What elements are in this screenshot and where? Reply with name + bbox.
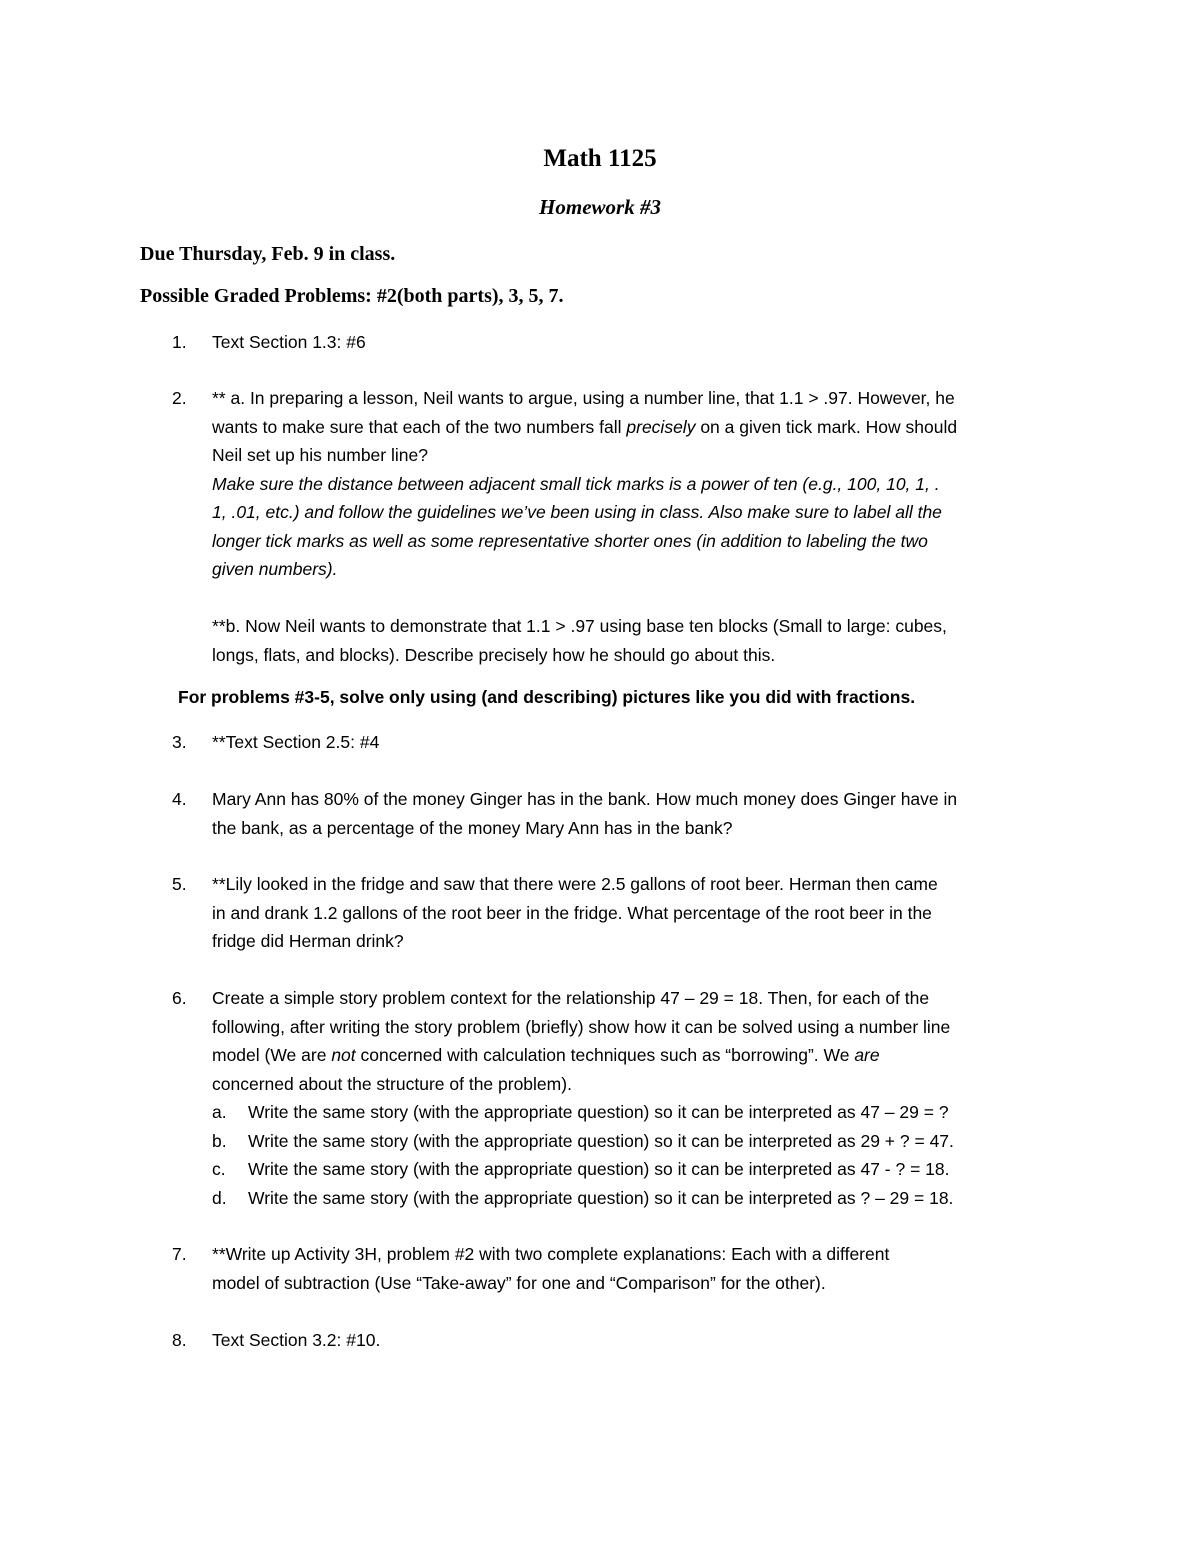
instruction-text: Make sure the distance between adjacent small tick marks is a power of ten (e.g., 100, 10, 1, . [212,473,940,494]
graded-problems: Possible Graded Problems: #2(both parts), 3, 5, 7. [140,285,564,307]
page-subtitle: Homework #3 [539,195,661,219]
instruction-text: given numbers). [212,559,338,579]
due-date: Due Thursday, Feb. 9 in class. [140,243,396,265]
page-title: Math 1125 [543,145,657,172]
problem-text: Text Section 1.3: #6 [212,332,366,352]
sub-item-letter: a. [212,1102,227,1122]
text-run: concerned with calculation techniques such as “borrowing”. We [355,1045,855,1065]
problem-text: following, after writing the story problem (briefly) show how it can be solved using a number line [212,1016,951,1037]
problem-text: the bank, as a percentage of the money Mary Ann has in the bank? [212,817,733,838]
problem-number: 1. [172,332,187,352]
sub-item-text: Write the same story (with the appropriate question) so it can be interpreted as ? – 29 = 18. [248,1187,954,1208]
problem-text: Create a simple story problem context for the relationship 47 – 29 = 18. Then, for each of the [212,988,930,1008]
problem-text: **Lily looked in the fridge and saw that there were 2.5 gallons of root beer. Herman then came [212,874,938,894]
sub-item-letter: c. [212,1159,226,1179]
problem-text: ** a. In preparing a lesson, Neil wants to argue, using a number line, that 1.1 > .97. However, he [212,388,955,408]
problem-number: 5. [172,874,187,894]
problem-text: model of subtraction (Use “Take-away” for one and “Comparison” for the other). [212,1272,826,1293]
text-run: wants to make sure that each of the two numbers fall [212,416,627,437]
problem-number: 6. [172,988,187,1008]
problem-text: **Write up Activity 3H, problem #2 with two complete explanations: Each with a different [212,1244,890,1264]
sub-item-text: Write the same story (with the appropriate question) so it can be interpreted as 47 - ? = 18. [248,1159,950,1179]
sub-item-letter: b. [212,1130,227,1151]
problem-text: **b. Now Neil wants to demonstrate that 1.1 > .97 using base ten blocks (Small to large: cubes, [212,616,947,636]
problem-number: 2. [172,388,187,408]
emphasis-text: precisely [626,416,696,437]
problem-number: 7. [172,1244,187,1264]
problem-text: **Text Section 2.5: #4 [212,732,380,752]
instruction-text: 1, .01, etc.) and follow the guidelines we’ve been using in class. Also make sure to label all the [212,502,942,522]
emphasis-text: not [331,1045,356,1065]
problem-text: fridge did Herman drink? [212,931,404,951]
problem-text: Neil set up his number line? [212,445,428,465]
instruction-note: For problems #3-5, solve only using (and describing) pictures like you did with fractions. [178,687,916,707]
instruction-text: longer tick marks as well as some representative shorter ones (in addition to labeling the two [212,530,928,551]
problem-text: concerned about the structure of the problem). [212,1073,572,1094]
problem-text: in and drank 1.2 gallons of the root beer in the fridge. What percentage of the root beer in the [212,902,932,923]
problem-text: longs, flats, and blocks). Describe precisely how he should go about this. [212,644,776,665]
emphasis-text: are [854,1045,880,1065]
problem-number: 8. [172,1330,187,1350]
problem-text: Text Section 3.2: #10. [212,1330,381,1350]
sub-item-text: Write the same story (with the appropriate question) so it can be interpreted as 29 + ? = 47. [248,1130,954,1151]
problem-text [212,1041,1072,1070]
problem-text: Mary Ann has 80% of the money Ginger has in the bank. How much money does Ginger have in [212,789,958,809]
sub-item-letter: d. [212,1187,227,1208]
blank-line [212,584,1072,613]
text-run: model (We are [212,1045,332,1065]
text-run: on a given tick mark. How should [695,416,958,437]
problem-text [212,413,1072,442]
sub-item-text: Write the same story (with the appropriate question) so it can be interpreted as 47 – 29 = ? [248,1102,949,1122]
problem-number: 4. [172,789,187,809]
problem-number: 3. [172,732,187,752]
